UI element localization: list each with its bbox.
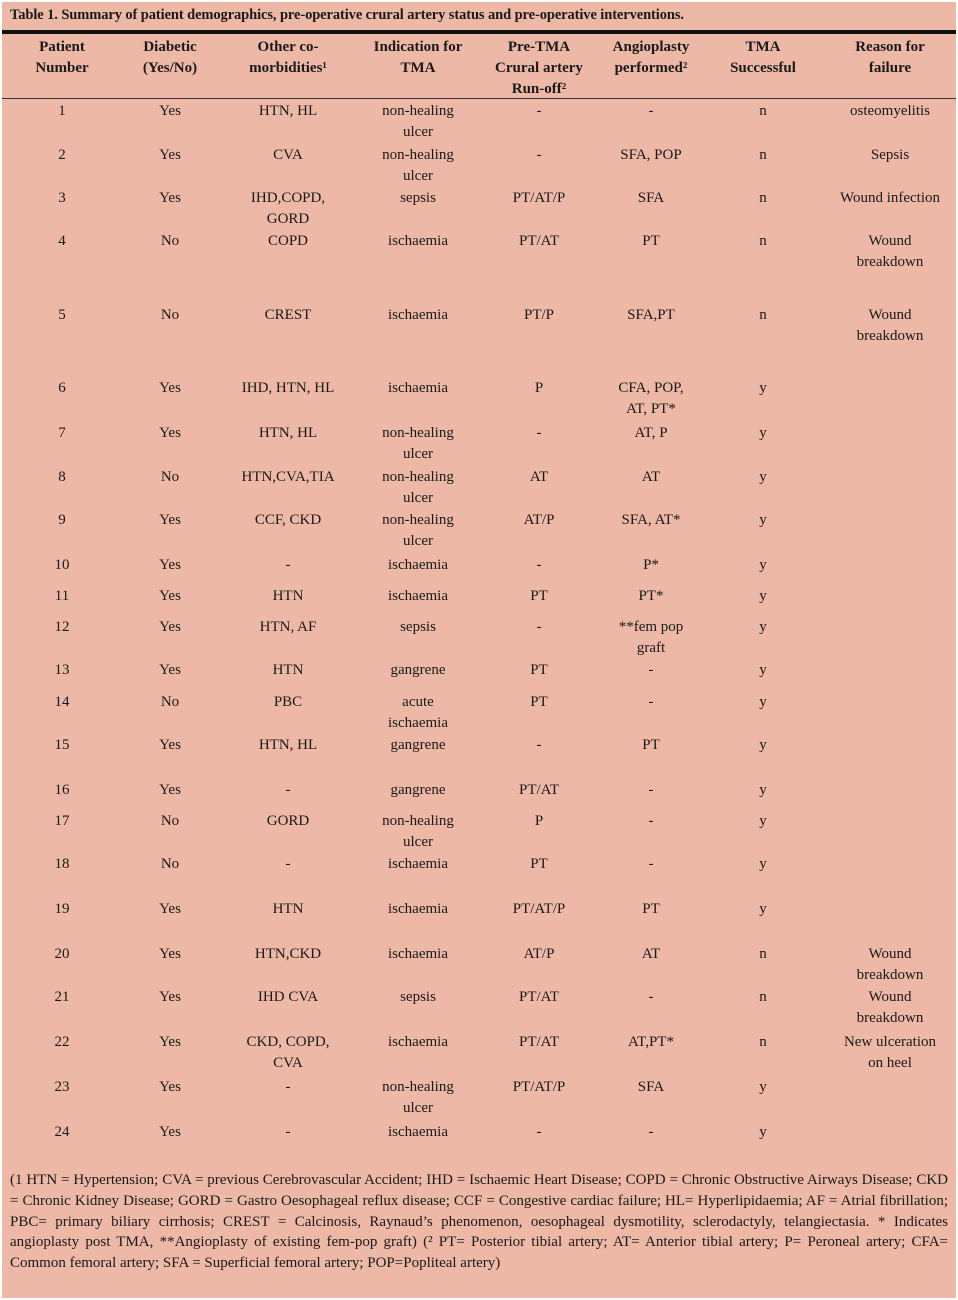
cell-angioplasty: PT: [642, 737, 660, 753]
cell-patient-number: 13: [54, 662, 70, 678]
header-angioplasty: Angioplasty performed²: [612, 39, 690, 76]
cell-indication: ischaemia: [388, 307, 448, 323]
cell-comorbidities: PBC: [273, 694, 303, 710]
cell-angioplasty: CFA, POP, AT, PT*: [618, 380, 684, 417]
cell-patient-number: 17: [54, 813, 70, 829]
cell-tma-successful: y: [759, 901, 767, 917]
cell-runoff: PT/P: [523, 307, 554, 323]
cell-angioplasty: -: [648, 856, 654, 872]
cell-diabetic: Yes: [159, 425, 181, 441]
header-patient-number: Patient Number: [35, 39, 89, 76]
header-tma-successful: TMA Successful: [730, 39, 796, 76]
cell-comorbidities: GORD: [266, 813, 310, 829]
cell-runoff: PT: [530, 588, 548, 604]
cell-diabetic: Yes: [159, 380, 181, 396]
cell-runoff: PT/AT: [518, 233, 559, 249]
cell-tma-successful: n: [759, 946, 767, 962]
cell-runoff: PT/AT/P: [512, 901, 566, 917]
cell-diabetic: Yes: [159, 737, 181, 753]
cell-indication: sepsis: [400, 190, 436, 206]
cell-comorbidities: HTN: [272, 588, 304, 604]
cell-patient-number: 7: [58, 425, 66, 441]
cell-indication: gangrene: [390, 662, 446, 678]
cell-patient-number: 18: [54, 856, 70, 872]
cell-patient-number: 12: [54, 619, 70, 635]
cell-tma-successful: y: [759, 425, 767, 441]
cell-patient-number: 8: [58, 469, 66, 485]
cell-tma-successful: y: [759, 1124, 767, 1140]
cell-angioplasty: AT: [641, 469, 661, 485]
header-comorbidities: Other co- morbidities¹: [249, 39, 327, 76]
cell-failure-reason: Sepsis: [870, 147, 910, 163]
cell-tma-successful: n: [759, 989, 767, 1005]
cell-indication: ischaemia: [388, 557, 448, 573]
cell-angioplasty: **fem pop graft: [618, 619, 684, 656]
cell-patient-number: 22: [54, 1034, 70, 1050]
cell-indication: non-healing ulcer: [382, 469, 454, 506]
cell-tma-successful: y: [759, 694, 767, 710]
cell-angioplasty: -: [648, 989, 654, 1005]
cell-angioplasty: P*: [643, 557, 659, 573]
cell-runoff: PT: [530, 856, 548, 872]
cell-indication: ischaemia: [388, 1124, 448, 1140]
cell-patient-number: 11: [54, 588, 70, 604]
cell-tma-successful: y: [759, 380, 767, 396]
cell-comorbidities: CVA: [273, 147, 303, 163]
cell-angioplasty: SFA, AT*: [621, 512, 681, 528]
cell-runoff: PT/AT/P: [512, 1079, 566, 1095]
cell-diabetic: Yes: [159, 588, 181, 604]
cell-comorbidities: COPD: [267, 233, 308, 249]
cell-comorbidities: IHD CVA: [257, 989, 319, 1005]
cell-tma-successful: y: [759, 856, 767, 872]
cell-comorbidities: IHD, HTN, HL: [241, 380, 335, 396]
cell-diabetic: Yes: [159, 989, 181, 1005]
cell-angioplasty: SFA: [637, 1079, 665, 1095]
cell-diabetic: No: [160, 856, 180, 872]
cell-angioplasty: SFA,PT: [627, 307, 675, 323]
cell-tma-successful: y: [759, 813, 767, 829]
cell-patient-number: 21: [54, 989, 70, 1005]
cell-indication: ischaemia: [388, 946, 448, 962]
cell-runoff: P: [534, 813, 544, 829]
cell-runoff: AT: [529, 469, 549, 485]
cell-runoff: PT: [530, 694, 548, 710]
cell-comorbidities: -: [285, 1124, 291, 1140]
cell-indication: gangrene: [390, 782, 446, 798]
cell-comorbidities: -: [285, 1079, 291, 1095]
cell-diabetic: Yes: [159, 946, 181, 962]
cell-comorbidities: HTN: [272, 901, 304, 917]
cell-patient-number: 2: [58, 147, 66, 163]
cell-angioplasty: -: [648, 103, 654, 119]
cell-comorbidities: CREST: [264, 307, 312, 323]
cell-patient-number: 15: [54, 737, 70, 753]
cell-runoff: PT/AT: [518, 1034, 559, 1050]
cell-patient-number: 9: [58, 512, 66, 528]
cell-angioplasty: -: [648, 694, 654, 710]
cell-diabetic: Yes: [159, 103, 181, 119]
cell-tma-successful: y: [759, 512, 767, 528]
header-diabetic: Diabetic (Yes/No): [142, 39, 198, 76]
cell-diabetic: Yes: [159, 190, 181, 206]
cell-diabetic: No: [160, 307, 180, 323]
cell-diabetic: Yes: [159, 512, 181, 528]
cell-failure-reason: Wound infection: [839, 190, 941, 206]
table-caption: Table 1. Summary of patient demographics, pre-operative crural artery status and pre-operative interventions.: [10, 7, 684, 23]
cell-tma-successful: y: [759, 782, 767, 798]
cell-runoff: -: [536, 557, 542, 573]
cell-angioplasty: PT: [642, 901, 660, 917]
cell-patient-number: 20: [54, 946, 70, 962]
cell-comorbidities: CCF, CKD: [254, 512, 322, 528]
cell-runoff: PT/AT/P: [512, 190, 566, 206]
cell-indication: non-healing ulcer: [382, 425, 454, 462]
cell-runoff: -: [536, 737, 542, 753]
header-rule: [2, 30, 956, 34]
cell-comorbidities: -: [285, 782, 291, 798]
cell-indication: ischaemia: [388, 901, 448, 917]
cell-failure-reason: Wound breakdown: [856, 989, 924, 1026]
cell-diabetic: Yes: [159, 782, 181, 798]
cell-patient-number: 10: [54, 557, 70, 573]
cell-comorbidities: HTN, AF: [259, 619, 317, 635]
header-bottom-rule: [2, 98, 956, 99]
cell-runoff: -: [536, 1124, 542, 1140]
cell-indication: non-healing ulcer: [382, 147, 454, 184]
cell-comorbidities: HTN: [272, 662, 304, 678]
cell-comorbidities: IHD,COPD, GORD: [250, 190, 326, 227]
cell-tma-successful: y: [759, 557, 767, 573]
cell-patient-number: 19: [54, 901, 70, 917]
cell-indication: ischaemia: [388, 856, 448, 872]
cell-indication: sepsis: [400, 989, 436, 1005]
cell-comorbidities: CKD, COPD, CVA: [246, 1034, 330, 1071]
cell-indication: non-healing ulcer: [382, 1079, 454, 1116]
cell-indication: ischaemia: [388, 380, 448, 396]
cell-runoff: AT/P: [523, 512, 555, 528]
header-indication: Indication for TMA: [373, 39, 463, 76]
cell-patient-number: 24: [54, 1124, 70, 1140]
cell-diabetic: No: [160, 233, 180, 249]
cell-angioplasty: PT*: [638, 588, 664, 604]
cell-diabetic: Yes: [159, 147, 181, 163]
cell-runoff: -: [536, 619, 542, 635]
cell-tma-successful: n: [759, 103, 767, 119]
cell-angioplasty: SFA, POP: [620, 147, 682, 163]
cell-runoff: PT/AT: [518, 989, 559, 1005]
cell-angioplasty: -: [648, 782, 654, 798]
cell-patient-number: 6: [58, 380, 66, 396]
cell-comorbidities: HTN,CKD: [254, 946, 322, 962]
header-runoff: Pre-TMA Crural artery Run-off²: [495, 39, 583, 97]
cell-patient-number: 23: [54, 1079, 70, 1095]
cell-angioplasty: AT, P: [634, 425, 668, 441]
cell-indication: ischaemia: [388, 1034, 448, 1050]
cell-tma-successful: n: [759, 1034, 767, 1050]
cell-comorbidities: HTN,CVA,TIA: [241, 469, 335, 485]
cell-indication: non-healing ulcer: [382, 813, 454, 850]
cell-patient-number: 5: [58, 307, 66, 323]
cell-failure-reason: Wound breakdown: [856, 307, 924, 344]
cell-comorbidities: HTN, HL: [258, 103, 318, 119]
cell-diabetic: Yes: [159, 1034, 181, 1050]
cell-failure-reason: Wound breakdown: [856, 233, 924, 270]
cell-runoff: -: [536, 103, 542, 119]
cell-comorbidities: -: [285, 557, 291, 573]
cell-tma-successful: y: [759, 588, 767, 604]
cell-diabetic: Yes: [159, 557, 181, 573]
cell-comorbidities: HTN, HL: [258, 737, 318, 753]
cell-failure-reason: New ulceration on heel: [843, 1034, 937, 1071]
cell-diabetic: No: [160, 813, 180, 829]
cell-tma-successful: y: [759, 737, 767, 753]
cell-patient-number: 14: [54, 694, 70, 710]
cell-comorbidities: HTN, HL: [258, 425, 318, 441]
cell-indication: non-healing ulcer: [382, 512, 454, 549]
cell-tma-successful: y: [759, 1079, 767, 1095]
cell-diabetic: Yes: [159, 619, 181, 635]
cell-indication: ischaemia: [388, 233, 448, 249]
cell-tma-successful: y: [759, 469, 767, 485]
cell-failure-reason: osteomyelitis: [850, 103, 930, 119]
header-failure-reason: Reason for failure: [855, 39, 925, 76]
cell-comorbidities: -: [285, 856, 291, 872]
cell-diabetic: Yes: [159, 901, 181, 917]
cell-angioplasty: -: [648, 813, 654, 829]
cell-runoff: -: [536, 425, 542, 441]
cell-angioplasty: SFA: [637, 190, 665, 206]
cell-patient-number: 1: [58, 103, 66, 119]
cell-diabetic: Yes: [159, 1079, 181, 1095]
cell-indication: ischaemia: [388, 588, 448, 604]
cell-tma-successful: y: [759, 619, 767, 635]
cell-runoff: -: [536, 147, 542, 163]
cell-runoff: PT/AT: [518, 782, 559, 798]
cell-patient-number: 4: [58, 233, 66, 249]
cell-runoff: P: [534, 380, 544, 396]
cell-diabetic: No: [160, 694, 180, 710]
cell-diabetic: Yes: [159, 1124, 181, 1140]
cell-failure-reason: Wound breakdown: [856, 946, 924, 983]
cell-tma-successful: n: [759, 307, 767, 323]
cell-tma-successful: y: [759, 662, 767, 678]
cell-runoff: PT: [530, 662, 548, 678]
cell-indication: gangrene: [390, 737, 446, 753]
cell-angioplasty: AT: [641, 946, 661, 962]
cell-angioplasty: -: [648, 662, 654, 678]
cell-indication: non-healing ulcer: [382, 103, 454, 140]
cell-indication: acute ischaemia: [388, 694, 448, 731]
cell-tma-successful: n: [759, 147, 767, 163]
cell-angioplasty: PT: [642, 233, 660, 249]
cell-diabetic: Yes: [159, 662, 181, 678]
cell-runoff: AT/P: [523, 946, 555, 962]
cell-tma-successful: n: [759, 190, 767, 206]
cell-angioplasty: -: [648, 1124, 654, 1140]
cell-patient-number: 16: [54, 782, 70, 798]
cell-angioplasty: AT,PT*: [628, 1034, 674, 1050]
cell-tma-successful: n: [759, 233, 767, 249]
cell-diabetic: No: [160, 469, 180, 485]
table-footnote: (1 HTN = Hypertension; CVA = previous Cerebrovascular Accident; IHD = Ischaemic Heart Disease; COPD = Chronic Obstructive Airways Disease; CKD = Chronic Kidney Disease; GORD = Gastro Oesophageal reflux disease; CCF = Congestive cardiac failure; HL= Hyperlipidaemia; AF = Atrial fibrillation; PBC= primary biliary cirrhosis; CREST = Calcinosis, Raynaud’s phenomenon, oesophageal dysmotility, sclerodactyly, telangiectasia. * Indicates angioplasty post TMA, **Angioplasty of existing fem-pop graft) (² PT= Posterior tibial artery; AT= Anterior tibial artery; P= Peroneal artery; CFA= Common femoral artery; SFA = Superficial femoral artery; POP=Popliteal artery): [10, 1172, 948, 1272]
cell-indication: sepsis: [400, 619, 436, 635]
cell-patient-number: 3: [58, 190, 66, 206]
